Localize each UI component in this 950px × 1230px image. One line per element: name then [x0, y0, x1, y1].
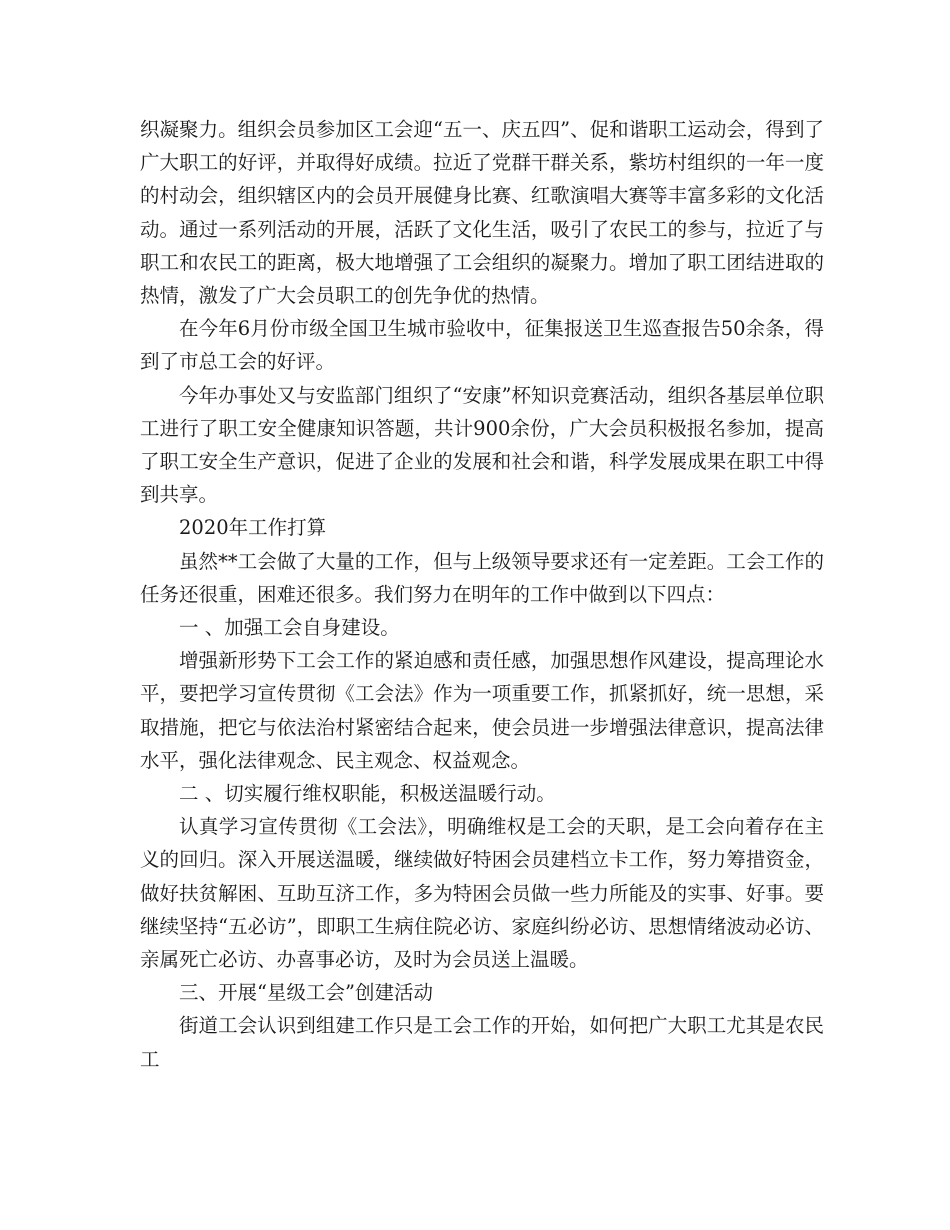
paragraph-11: 街道工会认识到组建工作只是工会工作的开始，如何把广大职工尤其是农民工	[140, 1014, 824, 1071]
item-heading-3: 三、开展“星级工会”创建活动	[179, 981, 433, 1005]
paragraph-9: 认真学习宣传贯彻《工会法》，明确维权是工会的天职，是工会向着存在主义的回归。深入开展送温暖，继续做好特困会员建档立卡工作，努力筹措资金，做好扶贫解困、互助互济工作，多为特困会员做一些力所能及的实事、好事。要继续坚持“五必访”，即职工生病住院必访、家庭纠纷必访、思想情绪波动必访、亲属死亡必访、办喜事必访，及时为会员送上温暖。	[140, 815, 824, 972]
paragraph-3: 今年办事处又与安监部门组织了“安康”杯知识竞赛活动，组织各基层单位职工进行了职工安全健康知识答题，共计900余份，广大会员积极报名参加，提高了职工安全生产意识，促进了企业的发展和社会和谐，科学发展成果在职工中得到共享。	[140, 383, 824, 507]
paragraph-1: 织凝聚力。组织会员参加区工会迎“五一、庆五四”、促和谐职工运动会，得到了广大职工的好评，并取得好成绩。拉近了党群干群关系，紫坊村组织的一年一度的村动会，组织辖区内的会员开展健身比赛、红歌演唱大赛等丰富多彩的文化活动。通过一系列活动的开展，活跃了文化生活，吸引了农民工的参与，拉近了与职工和农民工的距离，极大地增强了工会组织的凝聚力。增加了职工团结进取的热情，激发了广大会员职工的创先争优的热情。	[140, 118, 824, 308]
paragraph-5: 虽然**工会做了大量的工作，但与上级领导要求还有一定差距。工会工作的任务还很重，困难还很多。我们努力在明年的工作中做到以下四点：	[140, 549, 824, 606]
item-heading-2: 二 、切实履行维权职能，积极送温暖行动。	[179, 782, 556, 806]
paragraph-2: 在今年6月份市级全国卫生城市验收中，征集报送卫生巡查报告50余条，得到了市总工会的好评。	[140, 317, 824, 374]
document-body	[140, 113, 824, 1076]
paragraph-7: 增强新形势下工会工作的紧迫感和责任感，加强思想作风建设，提高理论水平，要把学习宣传贯彻《工会法》作为一项重要工作，抓紧抓好，统一思想，采取措施，把它与依法治村紧密结合起来，使会员进一步增强法律意识，提高法律水平，强化法律观念、民主观念、权益观念。	[140, 649, 824, 772]
section-heading-plan: 2020年工作打算	[179, 516, 327, 540]
item-heading-1: 一 、加强工会自身建设。	[179, 616, 400, 640]
